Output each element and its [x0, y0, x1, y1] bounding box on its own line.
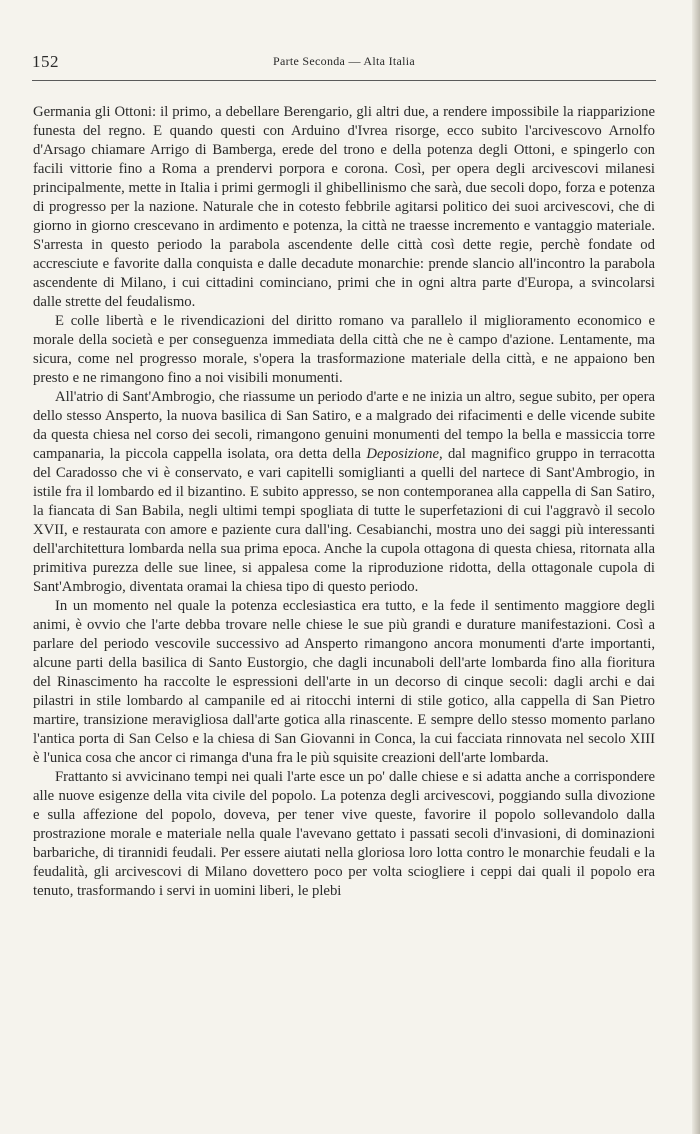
header-rule: [32, 80, 656, 81]
paragraph: Frattanto si avvicinano tempi nei quali l'arte esce un po' dalle chiese e si adatta anche a corrispondere alle nuove esigenze della vita civile del popolo. La potenza degli arcivescovi, poggiando sulla divozione e sulla affezione del popolo, doveva, per tener vive queste, favorire il popolo sollevandolo dalla prostrazione morale e materiale nella quale l'avevano gettato i passati secoli d'invasioni, di dominazioni barbariche, di tirannidi feudali. Per essere aiutati nella gloriosa loro lotta contro le monarchie feudali e la feudalità, gli arcivescovi di Milano dovettero poco per volta sciogliere i ceppi dai quali il popolo era tenuto, trasformando i servi in uomini liberi, le plebi: [33, 769, 655, 899]
running-head: [32, 52, 656, 74]
paragraph-text: All'atrio di Sant'Ambrogio, che riassume un periodo d'arte e ne inizia un altro, segue subito, per opera dello stesso Ansperto, la nuova basilica di San Satiro, e a malgrado dei rifacimenti e delle vicende subite da questa chiesa nel corso dei secoli, rimangono genuini monumenti del tempo la bella e massiccia torre campanaria, la piccola cappella isolata, ora detta della: [33, 389, 655, 462]
paragraph: Germania gli Ottoni: il primo, a debellare Berengario, gli altri due, a rendere impossibile la riapparizione funesta del regno. E quando questi con Arduino d'Ivrea risorge, ecco subito l'arcivescovo Arnolfo d'Arsago chiamare Arrigo di Bamberga, erede del trono e della potenza degli Ottoni, e spingerlo con facili vittorie fino a Roma a prendervi porpora e corona. Così, per opera degli arcivescovi milanesi principalmente, mette in Italia i primi germogli il ghibellinismo che sarà, due secoli dopo, forza e potenza di progresso per la nazione. Naturale che in cotesto febbrile agitarsi politico dei suoi arcivescovi, che di giorno in giorno crescevano in ardimento e potenza, la città ne traesse incremento e vantaggio materiale. S'arresta in questo periodo la parabola ascendente delle città così dette regie, perchè fondate od accresciute e favorite dalla conquista e dalle decadute monarchie: prende slancio all'incontro la parabola ascendente di Milano, i cui cittadini cominciano, primi che in ogni altra parte d'Europa, a svincolarsi dalle strette del feudalismo.: [33, 104, 655, 310]
running-title: Parte Seconda — Alta Italia: [272, 54, 416, 68]
body-text: [33, 103, 655, 901]
page-edge: [692, 0, 700, 1134]
italic-title: Deposizione,: [366, 446, 443, 462]
paragraph: In un momento nel quale la potenza ecclesiastica era tutto, e la fede il sentimento maggiore degli animi, è ovvio che l'arte debba trovare nelle chiese le sue più grandi e durature manifestazioni. Così a parlare del periodo vescovile successivo ad Ansperto rimangono ancora monumenti d'arte importanti, alcune parti della basilica di Santo Eustorgio, che dagli incunaboli dell'arte lombarda fino alla fioritura del Rinascimento ha raccolte le espressioni dell'arte in un decorso di cinque secoli: dagli archi e dai pilastri in stile lombardo al campanile ed ai ritocchi interni di stile gotico, alla cappella di San Pietro martire, transizione meravigliosa dall'arte gotica alla rinascente. E sempre dello stesso momento parlano l'antica porta di San Celso e la chiesa di San Giovanni in Conca, la cui facciata rinnovata nel secolo XIII è l'unica cosa che ancor ci rimanga d'una fra le più squisite creazioni dell'arte lombarda.: [33, 598, 655, 766]
paragraph: [33, 388, 655, 597]
page-number: 152: [32, 52, 59, 71]
paragraph: E colle libertà e le rivendicazioni del diritto romano va parallelo il miglioramento economico e morale della società e per conseguenza immediata della città che ne è campo d'azione. Lentamente, ma sicura, come nel progresso morale, s'opera la trasformazione materiale della città, e ne appaiono ben presto e ne rimangono fino a noi visibili monumenti.: [33, 313, 655, 386]
paragraph-text: dal magnifico gruppo in terracotta del Caradosso che vi è conservato, e vari capitelli somiglianti a quelli del nartece di Sant'Ambrogio, in istile fra il lombardo ed il bizantino. E subito appresso, se non contemporanea alla cappella di San Satiro, la fiancata di San Babila, negli ultimi tempi spogliata di tutte le superfetazioni di cui l'aggravò il secolo XVII, e restaurata con amore e paziente cura dall'ing. Cesabianchi, mostra uno dei saggi più interessanti dell'architettura lombarda nella sua prima epoca. Anche la cupola ottagona di questa chiesa, ritornata alla primitiva purezza delle sue linee, si appalesa come la riproduzione ridotta, della ottagonale cupola di Sant'Ambrogio, diventata oramai la chiesa tipo di questo periodo.: [33, 446, 656, 595]
